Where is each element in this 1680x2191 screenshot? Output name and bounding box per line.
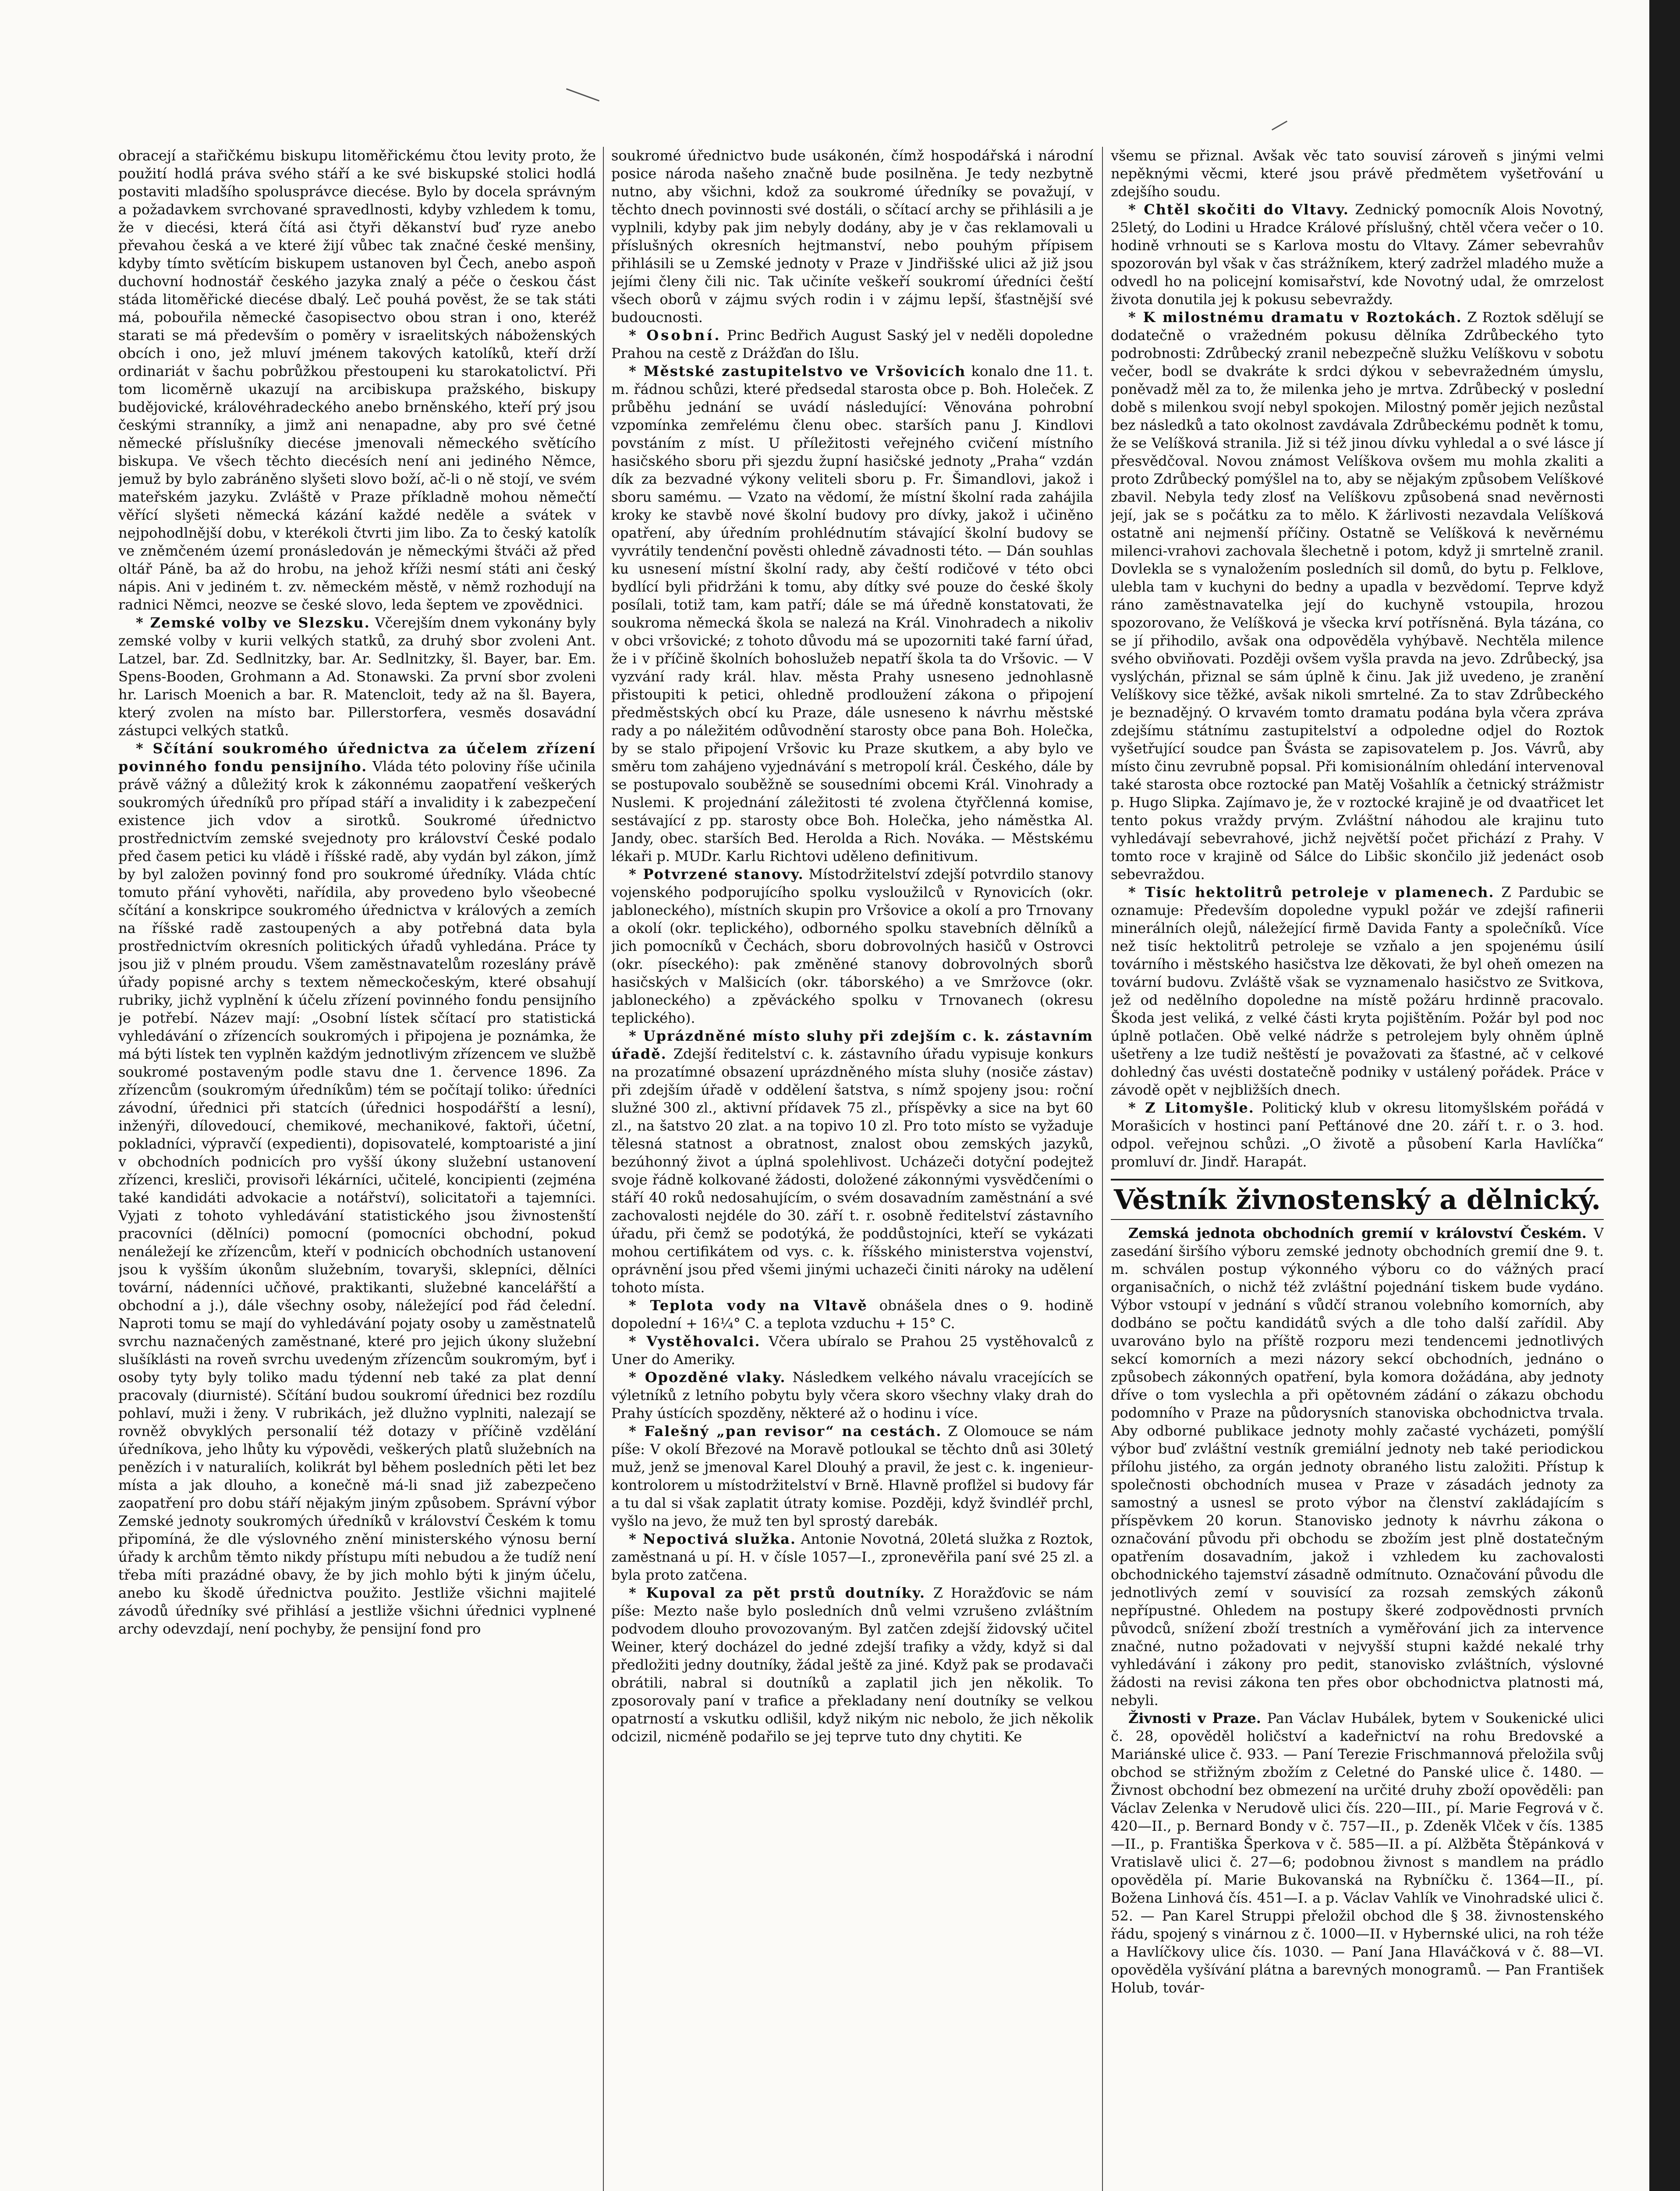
news-item-text: obnášela dnes o 9. hodině dopolední + 16¼° C. a teplota vzduchu + 15° C.: [611, 1297, 1093, 1332]
news-item: [1111, 1224, 1604, 1709]
column-rule: [1102, 147, 1103, 2191]
news-item: [611, 362, 1093, 865]
news-item-heading: * Městské zastupitelstvo ve Vršovicích: [629, 363, 966, 379]
scan-edge: [1649, 0, 1680, 2191]
news-item-text: Antonie Novotná, 20letá služka z Roztok, zaměstnaná u pí. H. v čísle 1057—I., zpronevěřila paní své 25 zl. a byla proto zatčena.: [611, 1531, 1093, 1583]
news-item-text: Z Olomouce se nám píše: V okolí Březové na Moravě potloukal se těchto dnů asi 30letý muž, jenž se jmenoval Karel Dlouhý a pravil, že jest c. k. ingenieur-kontrolorem u místodržitelství v Brně. Hlavně proflžel si budovy fár a tu dal si však zaplatit útraty komise. Později, když švindléř prchl, vyšlo na jevo, že muž ten byl sprostý darebák.: [611, 1423, 1093, 1529]
news-item-heading: * Z Litomyšle.: [1128, 1099, 1255, 1116]
column-2: [611, 147, 1093, 2191]
news-item-heading: * Zemské volby ve Slezsku.: [136, 614, 370, 631]
news-item-heading: * Kupoval za pět prstů doutníky.: [629, 1585, 926, 1601]
news-item-text: Zednický pomocník Alois Novotný, 25letý, do Lodini u Hradce Králové příslušný, chtěl včera večer o 10. hodině vrhnouti se s Karlova mostu do Vltavy. Zámer sebevrahův spozorován byl však v čas strážníkem, který zadržel mladého muže a odvedl ho na policejní komisařství, kde Novotný udal, že omrzelost života donutila jej k pokusu sebevraždy.: [1111, 201, 1604, 308]
news-item-heading: Zemská jednota obchodních gremií v království Českém.: [1128, 1225, 1587, 1241]
article-continuation: obracejí a stařičkému biskupu litoměřickému čtou levity proto, že použití hodlá práva svého stáří a ke své biskupské stolici hodlá postaviti mladšího spolusprávce diecése. Bylo by docela správným a požadavkem svrchované spravedlnosti, kdyby vzhledem k tomu, že v diecési, která čítá asi čtyři děkanství buď ryze anebo převahou česká a ve které žijí vůbec tak značné české menšiny, kdyby tímto světícím biskupem ustanoven byl Čech, anebo aspoň duchovní hodnostář českého jazyka znalý a péče o českou část stáda litoměřické diecése dbalý. Leč pouhá pověst, že se tak státi má, pobouřila německé časopisectvo obou stran i ono, kteréž starati se má především o poměry v israelitských náboženských obcích i ono, jež mluví jménem takových katolíků, kteří drží ordinariát v šachu pobrůžkou přestoupeni ku starokatolictví. Při tom licoměrně ukazují na arcibiskupa pražského, biskupy budějovické, královéhradeckého anebo brněnského, kteří prý jsou českými stranníky, a jimž ani nenapadne, aby pro své četné německé příslušníky diecése jmenovali německého světícího biskupa. Ve všech těchto diecésích není ani jediného Němce, jemuž by bylo zabráněno slyšeti slovo boží, ač-li o ně stojí, ve svém mateřském jazyku. Zvláště v Praze příkladně mohou němečtí věřící slyšeti německá kázání každé neděle a svátek v nejpohodlnější dobu, v kterékoli čtvrti jim libo. Za to český katolík ve zněmčeném území pronásledován je německými štváči až před oltář Páně, ba až do hrobu, na jehož kříži nesmí státi ani český nápis. Ani v jediném t. zv. německém městě, v němž rozhodují na radnici Němci, neozve se české slovo, leda šeptem ve zpovědnici.: [118, 147, 596, 613]
news-item-text: Politický klub v okresu litomyšlském pořádá v Morašicích v hostinci paní Peťtánové dne 20. září t. r. o 3. hod. odpol. veřejnou schůzi. „O životě a působení Karla Havlíčka“ promluví dr. Jindř. Harapát.: [1111, 1099, 1604, 1170]
news-item-text: Místodržitelství zdejší potvrdilo stanovy vojenského podporujícího spolku vysloužilců v Rynovicích (okr. jabloneckého), místních skupin pro Vršovice a okolí a pro Trnovany a okolí (okr. teplického), odborného spolku stavebních dělníků a jich pomocníků v Čechách, sboru dobrovolných hasičů v Ostrovci (okr. píseckého): pak změněné stanovy dobrovolných sborů hasičských v Malšicích (okr. táborského) a ve Smržovce (okr. jabloneckého) a zpěváckého spolku v Trnovanech (okresu teplického).: [611, 866, 1093, 1026]
news-item-heading: * K milostnému dramatu v Roztokách.: [1128, 309, 1462, 326]
news-item: [611, 1333, 1093, 1368]
news-item-text: Následkem velkého návalu vracejících se výletníků z letního pobytu byly včera skoro všechny vlaky drah do Prahy ústících spozděny, některé až o hodinu i více.: [611, 1369, 1093, 1422]
news-item: [611, 1530, 1093, 1584]
column-rule: [603, 147, 604, 2191]
news-item-heading: * Vystěhovalci.: [629, 1333, 761, 1350]
news-item: [611, 865, 1093, 1027]
news-item: [118, 614, 596, 740]
news-item-text: Princ Bedřich August Saský jel v neděli dopoledne Prahou na cestě z Drážďan do Išlu.: [611, 327, 1093, 362]
news-item: [611, 1297, 1093, 1333]
news-item: [1111, 1099, 1604, 1171]
news-item-text: Z Horažďovic se nám píše: Mezto naše bylo posledních dnů velmi vzrušeno zvláštním podvodem dlouho provozovaným. Byl zatčen zdejší židovský učitel Weiner, který docházel do jedné zdejší trafiky a vždy, když si dal předložiti jedny doutníky, žádal ještě za jiné. Když pak se prodavači obrátili, nabral si doutníků a zaplatil jich jen několik. To zposorovaly paní v trafice a překladany není doutníky se velkou opatrností a vskutku odlišil, když nikým nic nebolo, že jich několik odcizil, nicméně podařilo se jej teprve tuto dny chytiti. Ke: [611, 1585, 1093, 1745]
news-item-text: konalo dne 11. t. m. řádnou schůzi, které předsedal starosta obce p. Boh. Holeček. Z průběhu jednání se uvádí následující: Věnována pohrobní vzpomínka zemřelému členu obec. starších panu J. Kindlovi povstáním z míst. U příležitosti veřejného cvičení místního hasičského sboru při sjezdu župní hasičské jednoty „Praha“ vzdán dík za bezvadné výkony veliteli sboru p. Fr. Šimandlovi, jakož i sboru samému. — Vzato na vědomí, že místní školní rada zahájila kroky ke stavbě nové školní budovy pro dívky, jakož i učiněno opatření, aby úředním prohlédnutím stávající školní budovy se vyvrátily tendenční pověsti ohledně závadnosti této. — Dán souhlas ku usnesení místní školní rady, aby čeští rodičové v této obci bydlící byli přidržáni k tomu, aby dítky své pouze do české školy posílali, totiž tam, kam patří; dále se má úředně konstatovati, že soukroma německá škola se nalezá na Král. Vinohradech a nikoliv v obci vršovické; z tohoto důvodu má se upozorniti také farní úřad, že i v příčině školních bohoslužeb nepatří škola ta do Vršovic. — V vyzvání rady král. hlav. města Prahy usneseno jednohlasně přistoupiti k petici, ohledně prodloužení zákona o připojení předměstských obcí ku Praze, dále usneseno k návrhu městské rady a po náležitém odůvodnění starosty obce pana Boh. Holečka, by se stalo připojení Vršovic ku Praze skutkem, a aby bylo ve směru tom zahájeno vyjednávání s metropolí král. Českého, dále by se postupovalo souběžně se sousedními obcemi Král. Vinohrady a Nuslemi. K projednání záležitosti té zvolena čtyřčlenná komise, sestávající z pp. starosty obce Boh. Holečka, jeho náměstka Al. Jandy, obec. starších Bed. Herolda a Rich. Nováka. — Městskému lékaři p. MUDr. Karlu Richtovi uděleno definitivum.: [611, 363, 1093, 865]
news-item-heading: Živnosti v Praze.: [1128, 1710, 1261, 1727]
column-1: [118, 147, 596, 2191]
news-item: [611, 1027, 1093, 1297]
news-item-heading: * Opozděné vlaky.: [629, 1369, 786, 1386]
news-item-heading: * Nepoctivá služka.: [629, 1531, 797, 1547]
news-item-text: Včera ubíralo se Prahou 25 vystěhovalců z Uner do Ameriky.: [611, 1333, 1093, 1368]
section-title: Věstník živnostenský a dělnický.: [1111, 1179, 1604, 1220]
news-item: [611, 1368, 1093, 1422]
news-item-heading: * Sčítání soukromého úřednictva za účelem zřízení povinného fondu pensijního.: [118, 740, 596, 775]
news-item: [1111, 201, 1604, 308]
news-item-text: V zasedání širšího výboru zemské jednoty obchodních gremií dne 9. t. m. schválen postup výkonného výboru co do vážných prací organisačních, o nichž též zvláštní pojednání tiskem bude vydáno. Výbor vstoupí v jednání s vůdčí stranou volebního komorních, aby dodbáno se počtu kandidátů svých a dle toho další zařídil. Aby uvarováno bylo na příště rozporu mezi tendencemi jednotlivých sekcí komorních a mezi názory sekcí obchodních, jednáno o způsobech zákonných opatření, byla komora dožádána, aby jednoty dříve o tom vyslechla a při opětovném zádání o zákazu obchodu podomního v Praze na půdorysních stanoviska obchodnictva trvala. Aby odborné publikace jednoty mohly začasté vycházeti, pomýšlí výbor buď zvláštní vestník gremiální jednoty neb také periodickou přílohu jistého, za orgán jednoty obraného listu založiti. Přístup k společnosti obchodních musea v Praze v zásadách jednoty za samostný a usnesl se proto výbor na členství zakládajícím s příspěvkem 20 korun. Stanovisko jednoty k návrhu zákona o označování původu při obchodu se zbožím jest plně dostatečným opatřením dosavadním, jakož i vzhledem ku zachovalosti obchodnického tajemství zásadně odmítnuto. Označování původu dle jednotlivých zemí v souvisící za rozsah zemských zákonů nepřípustné. Ohledem na postupy škeré zodpovědnosti prvních původců, snížení zboží trestních a vyměřování jich za intervence značné, nutno požadovati v nejvyšší stupni každé nekalé trhy vyhledávání i zákony pro pedit, stanovisko zvláštních, výslovné žádosti na revisi zákona ten přes obor obchodnictva platnosti má, nebyli.: [1111, 1225, 1604, 1709]
article-continuation: všemu se přiznal. Avšak věc tato souvisí zároveň s jinými velmi nepěknými věcmi, které jsou právě předmětem vyšetřování u zdejšího soudu.: [1111, 147, 1604, 200]
news-item: [611, 1422, 1093, 1530]
article-continuation: soukromé úřednictvo bude usákonén, čímž hospodářská i národní posice národa našeho značně bude posilněna. Je tedy nezbytně nutno, aby všichni, kdož za soukromé úředníky se považují, v těchto dnech povinnosti své dostáli, o sčítací archy se přihlásili a je vyplnili, kdyby pak jim nebyly dodány, aby je v čas reklamovali u příslušných okresních hejtmanství, nebo pouhým přípisem přihlásili se u Zemské jednoty v Praze v Jindřišské ulici až již jsou jejími členy čili nic. Tak učiníte veškeří soukromí úředníci čeští všech oborů v zájmu svých rodin i v zájmu lepší, šťastnější své budoucnosti.: [611, 147, 1093, 326]
news-item-heading: * Chtěl skočiti do Vltavy.: [1128, 201, 1349, 218]
news-item-text: Z Roztok sdělují se dodatečně o vražedném pokusu dělníka Zdrůbeckého tyto podrobnosti: Zdrůbecký zranil nebezpečně služku Velíškovu v sobotu večer, bodl se dvakráte k srdci dýkou v sebevražedném úmyslu, poněvadž měl za to, že milenka jeho je mrtva. Zdrůbecký v poslední době s milenkou svojí nebyl spokojen. Milostný poměr jejich nezůstal bez následků a tato okolnost zavdávala Zdrůbeckému podnět k tomu, že se Velíšková stranila. Již si též jinou dívku vyhledal a o své lásce jí přesvědčoval. Novou známost Velíškova ovšem mu mohla zkaliti a proto Zdrůbecký pomýšlel na to, aby se nějakým způsobem Velíškové zbavil. Nebyla tedy zlosť na Velíškovu způsobená snad nevěrnosti její, jak se s počátku za to mělo. K žárlivosti nezavdala Velíšková ostatně ani nejmenší příčiny. Ostatně se Velíšková k nevěrnému milenci-vrahovi zachovala šlechetně i potom, když ji smrtelně zranil. Dovlekla se s vynaložením posledních sil domů, do bytu p. Felklove, ulebla tam v kuchyni do bedny a upadla v bezvědomí. Teprve když ráno zaměstnavatelka její do kuchyně vstoupila, hrozou spozorovano, že Velíšková je všecka krví potřísněná. Byla tázána, co se jí přihodilo, avšak ona odpověděla vyhýbavě. Nechtěla milence svého obviňovati. Později ovšem vyšla pravda na jevo. Zdrůbecký, jsa vyslýchán, přiznal se sám úplně k činu. Jak již uvedeno, je zranění Velíškovy sice těžké, avšak nikoli smrtelné. Za to stav Zdrůbeckého je beznadějný. O krvavém tomto dramatu podána byla včera zpráva zdejšímu státnímu zastupitelství a odpoledne odjel do Roztok vyšetřující soudce pan Švásta se zapisovatelem p. Jos. Vávrů, aby místo činu zevrubně popsal. Při komisionálním ohledání intervenoval také starosta obce roztocké pan Matěj Vošahlík a četnický strážmistr p. Hugo Slipka. Zajímavo je, že v roztocké krajině je od dvaatřicet let tento pokus vraždy prvým. Zvláštní náhodou ale krajinu tuto vyhledávají sebevrahové, jichž největší počet přichází z Prahy. V tomto roce v krajině od Sálce do Libšic skončilo již jedenáct osob sebevraždou.: [1111, 309, 1604, 883]
news-item-heading: * Teplota vody na Vltavě: [629, 1297, 868, 1314]
news-item: [1111, 883, 1604, 1099]
news-item: [118, 740, 596, 1638]
news-item-text: Pan Václav Hubálek, bytem v Soukenické ulici č. 28, opověděl holičství a kadeřnictví na rohu Bredovské a Mariánské ulice č. 933. — Paní Terezie Frischmannová přeložila svůj obchod se střižným zbožím z Celetné do Panské ulice č. 1480. — Živnost obchodní bez obmezení na určité druhy zboží opověděli: pan Václav Zelenka v Nerudově ulici čís. 220—III., pí. Marie Fegrová v č. 420—II., p. Bernard Bondy v č. 757—II., p. Zdeněk Vlček v čís. 1385—II., p. Františka Šperkova v č. 585—II. a pí. Alžběta Štěpánková v Vratislavě ulici č. 27—6; podobnou živnost s mandlem na prádlo opověděla pí. Marie Bukovanská na Rybníčku č. 1364—II., pí. Božena Linhová čís. 451—I. a p. Václav Vahlík ve Vinohradské ulici č. 52. — Pan Karel Struppi přeložil obchod dle § 38. živnostenského řádu, spojený s vinárnou z č. 1000—II. v Hybernské ulici, na roh téže a Havlíčkovy ulice čís. 1030. — Paní Jana Hlaváčková v č. 88—VI. opověděla vyšívání plátna a barevných monogramů. — Pan František Holub, továr-: [1111, 1710, 1604, 1996]
news-item-heading: * Falešný „pan revisor“ na cestách.: [629, 1423, 942, 1439]
news-item-text: Včerejším dnem vykonány byly zemské volby v kurii velkých statků, za druhý sbor zvoleni Ant. Latzel, bar. Zd. Sedlnitzky, bar. Ar. Sedlnitzky, šl. Bayer, bar. Em. Spens-Booden, Grohmann a Ad. Stonawski. Za první sbor zvoleni hr. Larisch Moenich a bar. R. Matencloit, tedy až na šl. Bayera, který zvolen na místo bar. Pillerstorfera, vesměs dosavádní zástupci velkých statků.: [118, 614, 596, 739]
column-3: [1111, 147, 1604, 2191]
news-item-heading: * Potvrzené stanovy.: [629, 866, 804, 883]
news-item-heading: * Tisíc hektolitrů petroleje v plamenech.: [1128, 884, 1495, 901]
news-item: [611, 1584, 1093, 1746]
paper-scratch: [566, 88, 599, 101]
news-item-text: Z Pardubic se oznamuje: Především dopoledne vypukl požár ve zdejší rafinerii minerálních olejů, náležející firmě Davida Fanty a společníků. Více než tisíc hektolitrů petroleje se vzňalo a jen spojenému úsilí továrního i městského hasičstva lze děkovati, že byl oheň omezen na tovární budovu. Zvláště však se vyznamenalo hasičstvo ze Svitkova, jež od nedělního dopoledne na místě požáru hrdinně pracovalo. Škoda jest veliká, z velké části kryta pojištěním. Požár byl pod noc úplně potlačen. Obě velké nádrže s petrolejem byly ohněm úplně ušetřeny a lze tudiž neštěstí je považovati za šťastné, ač v celkové dohledný čas uvésti dostatečně podniky v ustálený pořádek. Práce v závodě opět v nejbližších dnech.: [1111, 884, 1604, 1098]
news-item-text: Vláda této poloviny říše učinila právě vážný a důležitý krok k zákonnému zaopatření veškerých soukromých úředníků pro případ stáří a invalidity i k zabezpečení existence jich vdov a sirotků. Soukromé úřednictvo prostřednictvím zemské svejednoty pro království České podalo před časem petici ku vládě i říšské radě, aby vydán byl zákon, jímž by byl založen povinný fond pro soukromé úředníky. Vláda chtíc tomuto přání vyhověti, nařídila, aby provedeno bylo všeobecné sčítání a konskripce soukromého úřednictva v králových a zemích na říšské radě zastoupených a aby potřebná data byla prostřednictvím okresních politických úřadů vyhledána. Práce ty jsou již v plném proudu. Všem zaměstnavatelům rozeslány právě úřady popisné archy s textem německočeským, které obsahují rubriky, jichž vyplnění k účelu zřízení povinného fondu pensijního je potřebí. Název mají: „Osobní lístek sčítací pro statistická vyhledávání o zřízencích soukromých i připojena je poznámka, že má býti lístek ten vyplněn každým jednotlivým zřízencem ve službě soukromé postaveným podle stavu dne 1. července 1896. Za zřízencům (soukromým úředníkům) tém se počítají toliko: úředníci závodní, úřednici při statcích (úřednici hospodářští a lesní), inženýři, dílovedoucí, chemikové, mechanikové, faktoři, účetní, pokladníci, výpravčí (expedienti), dopisovatelé, komptoaristé a jiní v obchodních podnicích pro vyšší úkony služební ustanovení zřízenci, kresliči, provisoři lékárníci, učitelé, koncipienti (zejména také kandidáti advokacie a notářství), solicitatoři a tajemníci. Vyjati z tohoto vyhledávání statistického jsou živnostenští pracovníci (dělníci) pomocní (pomocníci obchodní, pokud nenáležejí ke zřízencům, kteří v podnicích obchodních ustanovení jsou k vyšším úkonům služebním, tovaryši, sklepníci, dělníci tovární, nádenníci učňové, praktikanti, služebné kancelářští a obchodní a j.), dále všechny osoby, náležející pod řád čelední. Naproti tomu se mají do vyhledávání pojaty osoby u zaměstnatelů svrchu naznačených zaměstnané, které pro jejich úkony služební slušíklásti na roveň svrchu uvedeným zřízencům soukromým, byť i osoby tyty byly toliko madu týdenní neb také za plat denní pracovaly (diurnisté). Sčítání budou soukromí úřednici bez rozdílu pohlaví, muži i ženy. V rubrikách, jež dlužno vyplniti, nalezají se rovněž obvyklých personalií též dotazy v příčině vzdělání úředníkova, jeho lhůty ku výpovědi, veškerých platů služebních na penězích i v naturaliích, kolikrát byl během posledních pěti let bez místa a jak dlouho, a konečně má-li snad již zabezpečeno zaopatření pro dobu stáří nějakým jiným způsobem. Správní výbor Zemské jednoty soukromých úředníků v království Českém k tomu připomíná, že dle výslovného znění ministerského výnosu berní úřady k archům těmto nikdy přístupu míti nebudou a že tudíž není třeba míti prazádné obavy, že by jich mohlo býti k jiným účelu, anebo ku škodě úřednictva použito. Jestliže všichni majitelé závodů úředníky své přihlásí a jestliže všichni úřednici vyplnené archy odevzdají, není pochyby, že pensijní fond pro: [118, 758, 596, 1637]
news-item: [1111, 308, 1604, 883]
paper-scratch: [1272, 121, 1287, 131]
news-item: [611, 326, 1093, 362]
news-item-text: Zdejší ředitelství c. k. zástavního úřadu vypisuje konkurs na prozatímné obsazení uprázdněného místa sluhy (nosiče zástav) při zdejším úřadě v oddělení šatstva, s nímž spojeny jsou: roční služné 300 zl., aktivní přídavek 75 zl., příspěvky a sice na byt 60 zl., na šatstvo 20 zlat. a na topivo 10 zl. Pro toto místo se vyžaduje tělesná statnost a obratnost, znalost obou zemských jazyků, bezúhonný život a úplná spolehlivost. Ucházeči dotyční podejtež svoje řádně kolkované žádosti, doložené zákonnými vysvědčeními o stáří 40 roků nedosahujícím, o svém dosavadním zaměstnání a své zachovalosti nejdéle do 30. září t. r. osobně ředitelství zástavního úřadu, při čemž se podotýká, že poddůstojníci, kteří se vykázati mohou certifikátem od vys. c. k. říšského ministerstva vojenství, oprávnění jsou před všemi jinými uchazeči činiti nároky na udělení tohoto místa.: [611, 1046, 1093, 1296]
news-item-heading: * Uprázdněné místo sluhy při zdejším c. k. zástavním úřadě.: [611, 1028, 1093, 1062]
news-item-heading: * Osobní.: [629, 327, 722, 344]
news-item: [1111, 1709, 1604, 1997]
